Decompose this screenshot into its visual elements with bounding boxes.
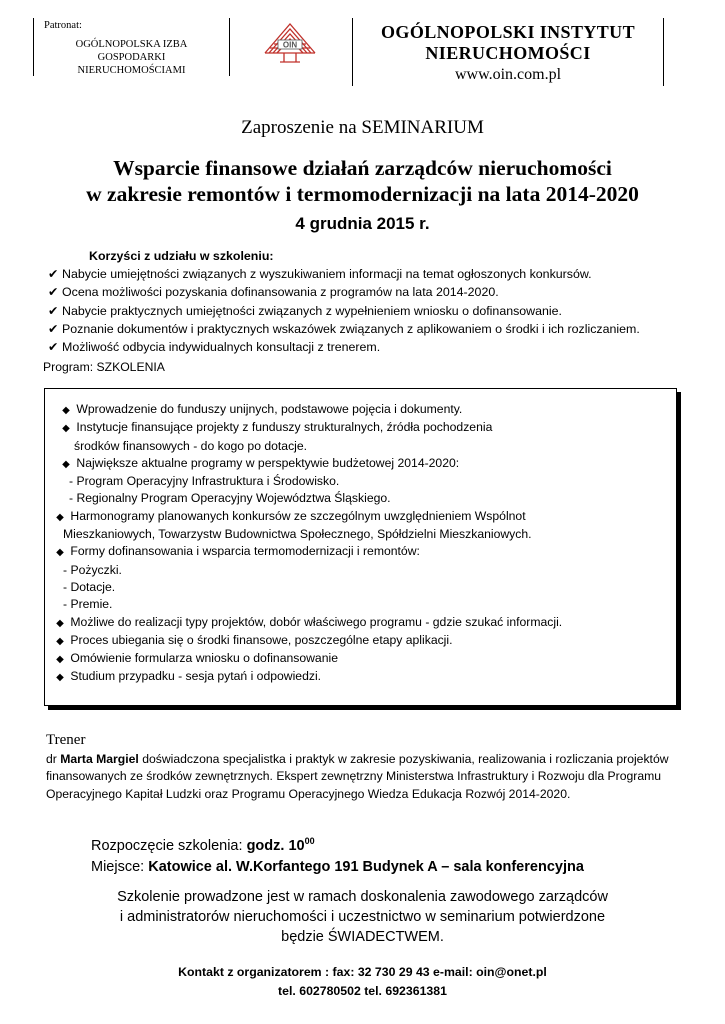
oin-logo — [262, 20, 318, 66]
seminar-title — [0, 155, 725, 207]
checkmark-icon: ✔ — [48, 303, 59, 318]
benefits-section — [48, 247, 640, 356]
benefit-item — [48, 283, 640, 301]
program-subitem: - Regionalny Program Operacyjny Województwa Śląskiego. — [69, 491, 391, 506]
diamond-bullet-icon: ◆ — [62, 405, 70, 416]
institute-name-line: NIERUCHOMOŚCI — [425, 43, 591, 63]
program-item-text: Harmonogramy planowanych konkursów ze szczególnym uwzględnieniem Wspólnot — [70, 508, 526, 523]
benefit-item — [48, 302, 640, 320]
diamond-bullet-icon: ◆ — [62, 458, 70, 470]
seminar-title-line: Wsparcie finansowe działań zarządców nieruchomości — [113, 156, 612, 180]
location-value: Katowice al. W.Korfantego 191 Budynek A – sala konferencyjna — [148, 859, 584, 875]
program-subitem: - Dotacje. — [63, 579, 116, 594]
certificate-line: i administratorów nieruchomości i uczestnictwo w seminarium potwierdzone — [119, 909, 606, 925]
program-item — [53, 614, 668, 632]
diamond-bullet-icon: ◆ — [56, 547, 64, 559]
checkmark-icon: ✔ — [48, 321, 59, 336]
invitation-heading: Zaproszenie na SEMINARIUM — [241, 117, 484, 138]
diamond-bullet-icon: ◆ — [56, 617, 64, 629]
benefit-item — [48, 265, 640, 283]
trainer-bio — [46, 751, 686, 803]
trainer-name: Marta Margiel — [60, 752, 139, 766]
benefit-text: Nabycie praktycznych umiejętności związanych z wypełnieniem wniosku o dofinansowanie. — [62, 303, 562, 318]
program-item — [53, 543, 668, 561]
start-time-line — [91, 836, 315, 854]
contact-line: Kontakt z organizatorem : fax: 32 730 29 43 e-mail: oin@onet.pl — [178, 965, 547, 979]
checkmark-icon: ✔ — [48, 340, 59, 355]
program-item-text: Największe aktualne programy w perspektywie budżetowej 2014-2020: — [76, 455, 460, 470]
program-item-text: Formy dofinansowania i wsparcia termomodernizacji i remontów: — [70, 544, 420, 559]
program-item — [53, 650, 668, 668]
benefit-item — [48, 320, 640, 338]
patron-name-line: OGÓLNOPOLSKA IZBA — [75, 39, 188, 50]
patron-box — [33, 18, 230, 76]
seminar-date: 4 grudnia 2015 r. — [295, 214, 430, 233]
benefit-text: Poznanie dokumentów i praktycznych wskazówek związanych z aplikowaniem o środki i ich rozliczaniem. — [62, 321, 640, 336]
program-subitem: - Premie. — [63, 597, 113, 612]
certificate-note — [0, 887, 725, 947]
program-subitem: - Pożyczki. — [63, 562, 122, 577]
program-item-text: Wprowadzenie do funduszy unijnych, podstawowe pojęcia i dokumenty. — [76, 402, 463, 416]
diamond-bullet-icon: ◆ — [56, 654, 64, 666]
certificate-line: Szkolenie prowadzone jest w ramach doskonalenia zawodowego zarządców — [117, 889, 608, 905]
program-item-text: Możliwe do realizacji typy projektów, dobór właściwego programu - gdzie szukać informacji. — [70, 614, 563, 629]
program-item — [53, 455, 668, 473]
patron-name-line: GOSPODARKI — [97, 52, 166, 63]
diamond-bullet-icon: ◆ — [56, 511, 64, 523]
diamond-bullet-icon: ◆ — [62, 423, 70, 435]
program-item-text: Studium przypadku - sesja pytań i odpowiedzi. — [70, 669, 322, 684]
program-item-continuation: środków finansowych - do kogo po dotacje. — [74, 438, 308, 453]
program-item — [53, 401, 668, 419]
checkmark-icon: ✔ — [48, 267, 59, 282]
benefit-item — [48, 338, 640, 356]
program-list — [53, 401, 668, 687]
location-label: Miejsce: — [91, 859, 149, 875]
patron-label: Patronat: — [44, 20, 82, 31]
program-item-text: Proces ubiegania się o środki finansowe, poszczególne etapy aplikacji. — [70, 632, 453, 647]
benefit-text: Ocena możliwości pozyskania dofinansowania z programów na lata 2014-2020. — [62, 285, 499, 300]
start-time-minutes: 00 — [304, 836, 315, 846]
patron-name-line: NIERUCHOMOŚCIAMI — [77, 65, 186, 76]
contact-info — [0, 963, 725, 1001]
program-item — [53, 668, 668, 686]
program-item-text: Instytucje finansujące projekty z funduszy strukturalnych, źródła pochodzenia — [76, 420, 493, 435]
start-label: Rozpoczęcie szkolenia: — [91, 837, 247, 854]
program-subitem: - Program Operacyjny Infrastruktura i Środowisko. — [69, 474, 340, 489]
program-item — [53, 508, 668, 526]
program-item-text: Omówienie formularza wniosku o dofinansowanie — [70, 651, 338, 666]
start-time: godz. 10 — [246, 837, 305, 854]
checkmark-icon: ✔ — [48, 285, 59, 300]
logo-text: OIN — [282, 40, 298, 50]
trainer-title: dr — [46, 752, 61, 766]
certificate-line: będzie ŚWIADECTWEM. — [281, 929, 444, 945]
program-label: Program: SZKOLENIA — [43, 360, 165, 374]
benefit-text: Możliwość odbycia indywidualnych konsultacji z trenerem. — [62, 340, 381, 355]
institute-name-line: OGÓLNOPOLSKI INSTYTUT — [381, 22, 635, 42]
benefits-heading: Korzyści z udziału w szkoleniu: — [89, 249, 274, 263]
location-line — [91, 859, 584, 875]
trainer-description: doświadczona specjalistka i praktyk w zakresie pozyskiwania, realizowania i rozliczania projektów finansowanych ze środków zewnętrznych. Ekspert zewnętrzny Ministerstwa Infrastruktury i Rozwoju dla Programu Operacyjnego Kapitał Ludzki oraz Programu Operacyjnego Wiedza Edukacja Rozwój 2014-2020. — [46, 752, 669, 801]
contact-phones: tel. 602780502 tel. 692361381 — [278, 984, 447, 998]
trainer-label: Trener — [46, 732, 86, 748]
institute-website[interactable]: www.oin.com.pl — [454, 66, 562, 83]
program-box — [44, 388, 677, 706]
diamond-bullet-icon: ◆ — [56, 635, 64, 647]
program-item — [53, 632, 668, 650]
benefit-text: Nabycie umiejętności związanych z wyszukiwaniem informacji na temat ogłoszonych konkursów. — [62, 267, 592, 282]
seminar-title-line: w zakresie remontów i termomodernizacji na lata 2014-2020 — [86, 182, 639, 206]
program-item-continuation: Mieszkaniowych, Towarzystw Budownictwa Społecznego, Spółdzielni Mieszkaniowych. — [63, 527, 532, 542]
patron-name — [34, 38, 229, 77]
institute-name — [353, 22, 663, 64]
program-item — [53, 419, 668, 437]
institute-box — [352, 18, 664, 86]
diamond-bullet-icon: ◆ — [56, 672, 64, 684]
